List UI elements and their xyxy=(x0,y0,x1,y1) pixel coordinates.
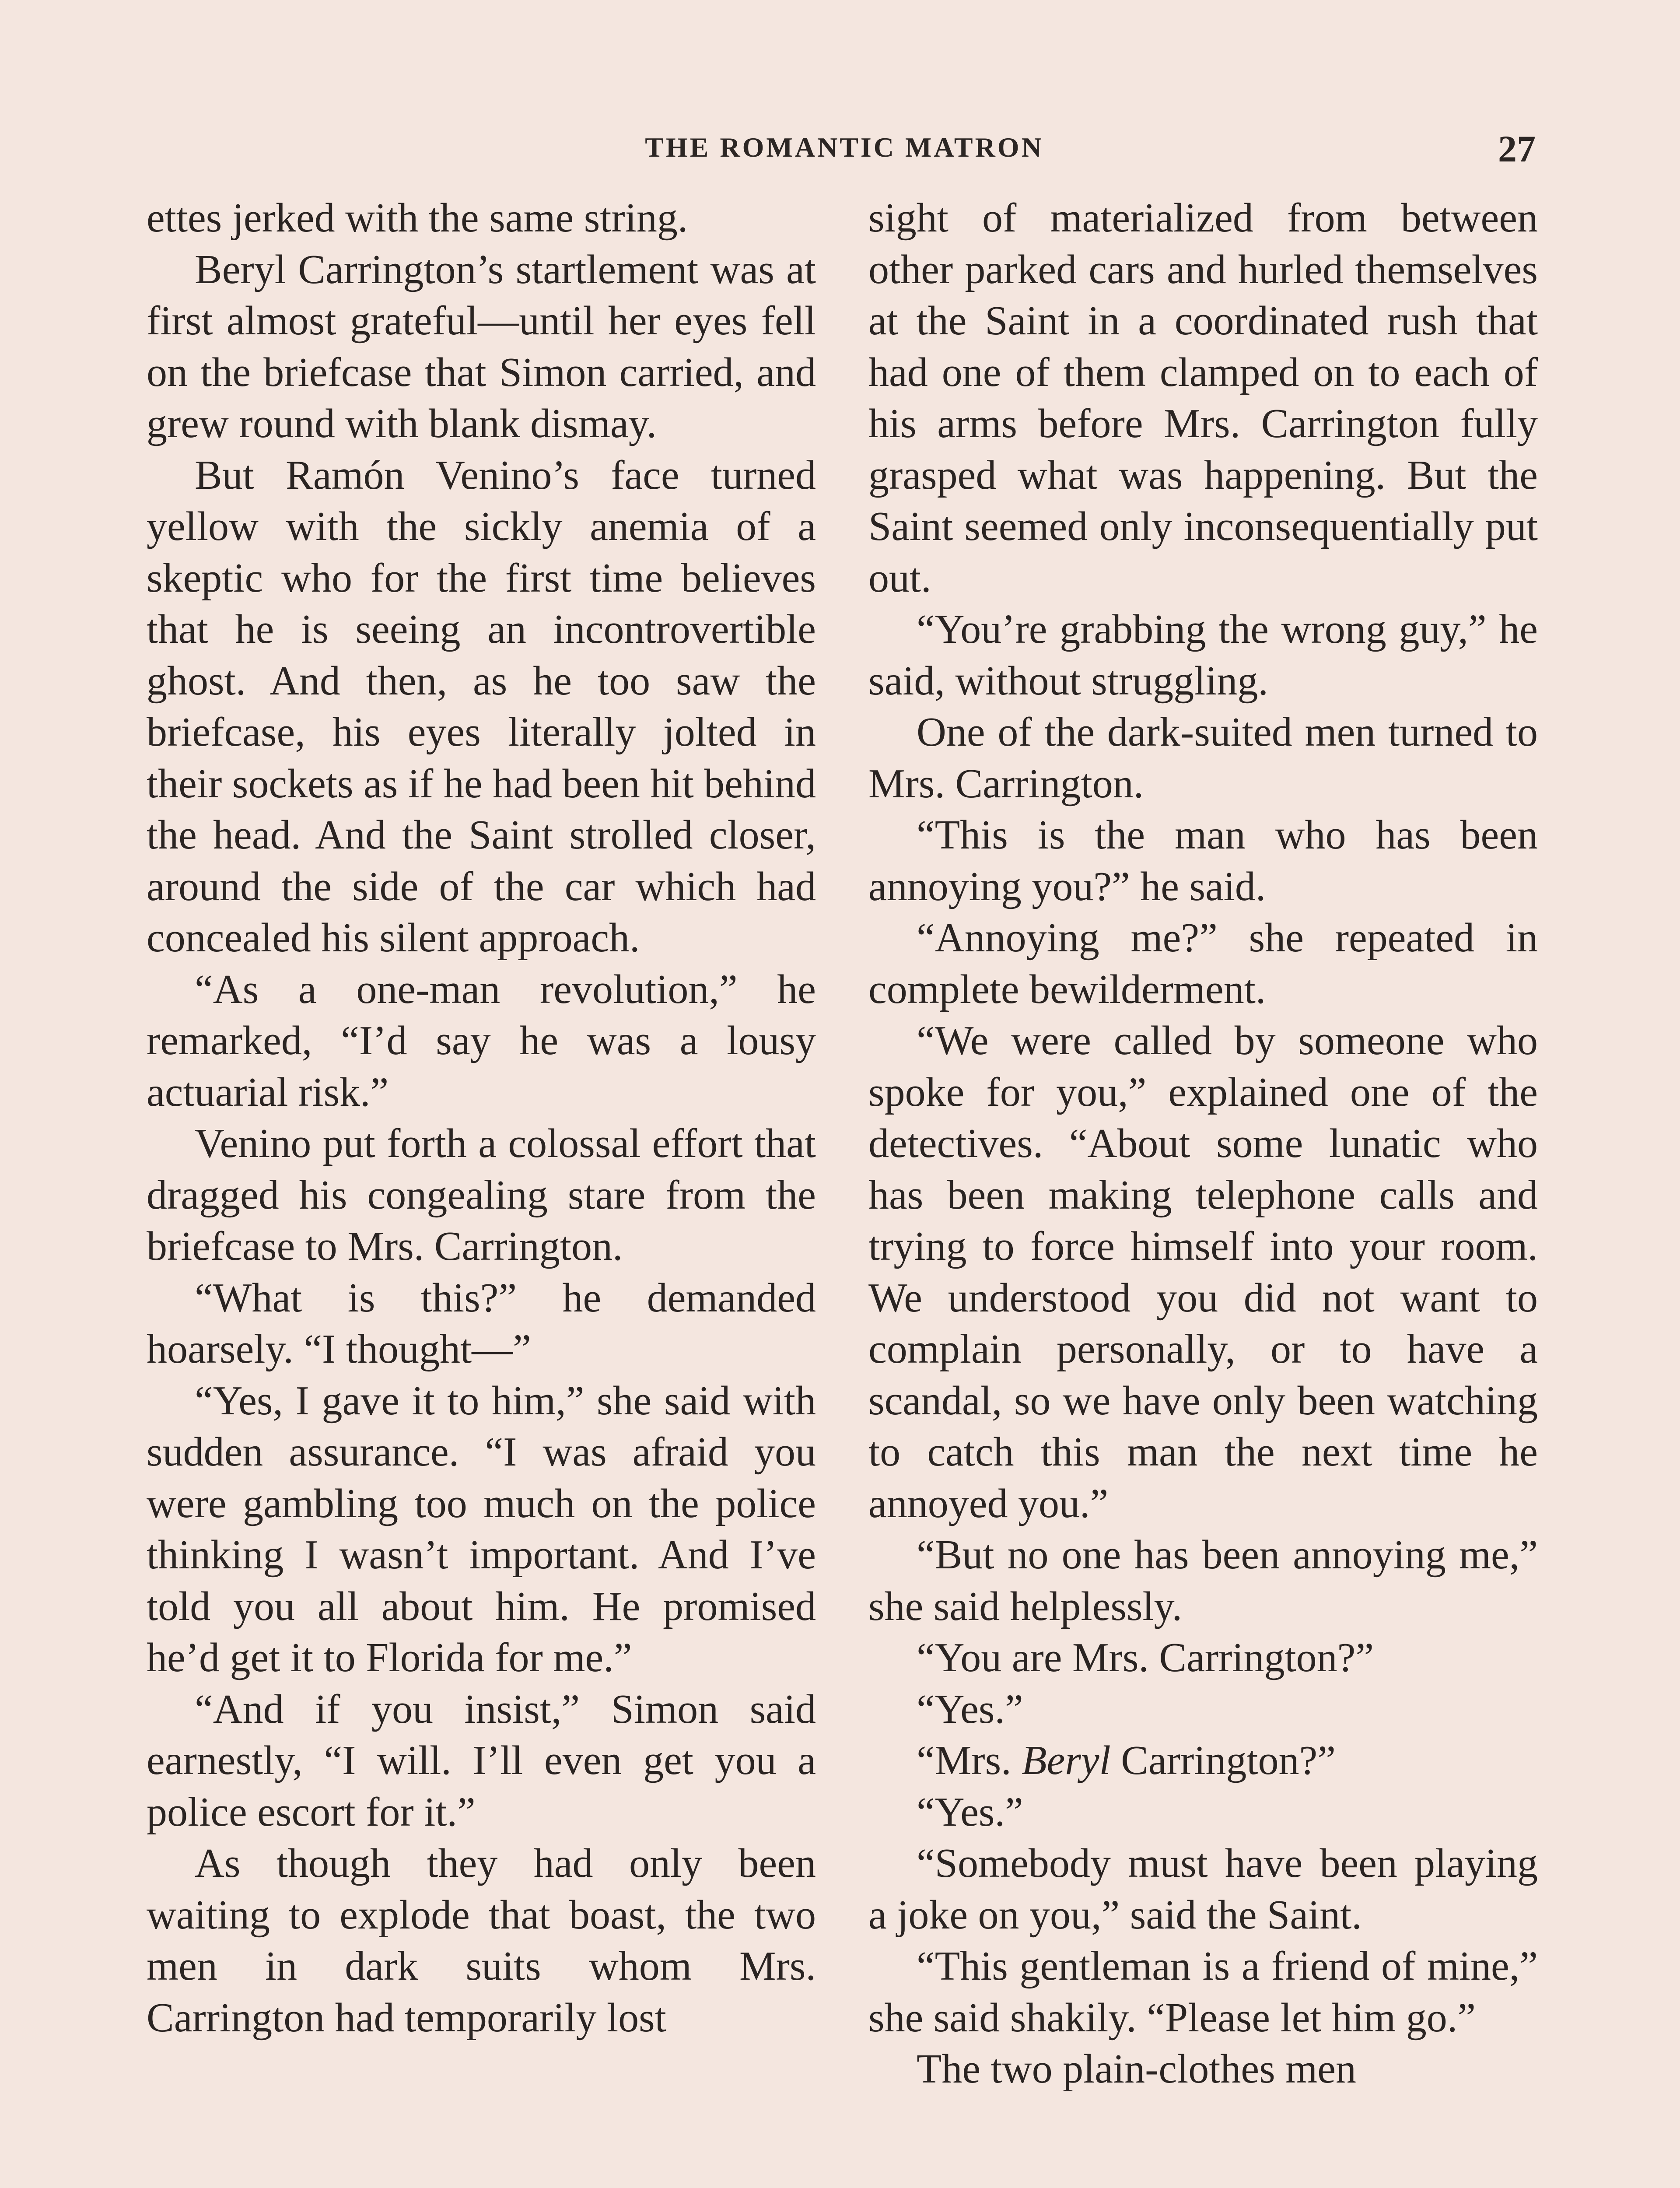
paragraph: “Yes.” xyxy=(917,1789,1023,1835)
paragraph: “What is this?” he demanded hoarsely. “I thought—” xyxy=(147,1275,816,1372)
paragraph: Venino put forth a colossal effort that dragged his congealing stare from the briefcase to Mrs. Carrington. xyxy=(147,1121,816,1269)
paragraph: “And if you insist,” Simon said earnestly, “I will. I’ll even get you a police escort for it.” xyxy=(147,1686,816,1835)
paragraph: “This gentleman is a friend of mine,” she said shakily. “Please let him go.” xyxy=(868,1943,1538,2041)
paragraph: ettes jerked with the same string. xyxy=(147,195,688,241)
page-header xyxy=(144,128,1544,179)
paragraph: One of the dark-suited men turned to Mrs. Carrington. xyxy=(868,709,1538,806)
paragraph: “You are Mrs. Carrington?” xyxy=(917,1635,1374,1680)
paragraph: As though they had only been waiting to explode that boast, the two men in dark suits whom Mrs. Carrington had temporarily lost xyxy=(147,1841,816,2041)
right-column xyxy=(868,193,1538,2095)
paragraph xyxy=(868,1735,1538,1787)
paragraph: sight of materialized from between other parked cars and hurled themselves at the Saint in a coordinated rush that had one of them clamped on to each of his arms before Mrs. Carrington fully grasped what was happening. But the Saint seemed only inconsequentially put out. xyxy=(868,195,1538,601)
paragraph: “Yes.” xyxy=(917,1686,1023,1732)
page-number: 27 xyxy=(1498,128,1536,170)
paragraph: “But no one has been annoying me,” she said helplessly. xyxy=(868,1532,1538,1629)
running-head: THE ROMANTIC MATRON xyxy=(645,132,1044,163)
paragraph: The two plain-clothes men xyxy=(917,2046,1356,2092)
paragraph: “This is the man who has been annoying you?” he said. xyxy=(868,812,1538,909)
paragraph: “Annoying me?” she repeated in complete bewilderment. xyxy=(868,915,1538,1012)
paragraph: “Somebody must have been playing a joke on you,” said the Saint. xyxy=(868,1841,1538,1938)
paragraph: Beryl Carrington’s startlement was at first almost grateful—until her eyes fell on the briefcase that Simon carried, and grew round with blank dismay. xyxy=(147,246,816,446)
italic-name: Beryl xyxy=(1022,1738,1111,1783)
text-run: “Mrs. xyxy=(917,1738,1022,1783)
paragraph: “As a one-man revolution,” he remarked, “I’d say he was a lousy actuarial risk.” xyxy=(147,966,816,1115)
paragraph: “Yes, I gave it to him,” she said with sudden assurance. “I was afraid you were gambling too much on the police thinking I wasn’t important. And I’ve told you all about him. He promised he’d get it to Florida for me.” xyxy=(147,1378,816,1680)
left-column xyxy=(147,193,816,2044)
text-run: Carrington?” xyxy=(1110,1738,1336,1783)
paragraph: “You’re grabbing the wrong guy,” he said, without struggling. xyxy=(868,607,1538,704)
paragraph: But Ramón Venino’s face turned yellow with the sickly anemia of a skeptic who for the first time believes that he is seeing an incontrovertible ghost. And then, as he too saw the briefcase, his eyes literally jolted in their sockets as if he had been hit behind the head. And the Saint strolled closer, around the side of the car which had concealed his silent approach. xyxy=(147,452,816,961)
paragraph: “We were called by someone who spoke for you,” explained one of the detectives. “About some lunatic who has been making telephone calls and trying to force himself into your room. We understood you did not want to complain personally, or to have a scandal, so we have only been watching to catch this man the next time he annoyed you.” xyxy=(868,1018,1538,1526)
